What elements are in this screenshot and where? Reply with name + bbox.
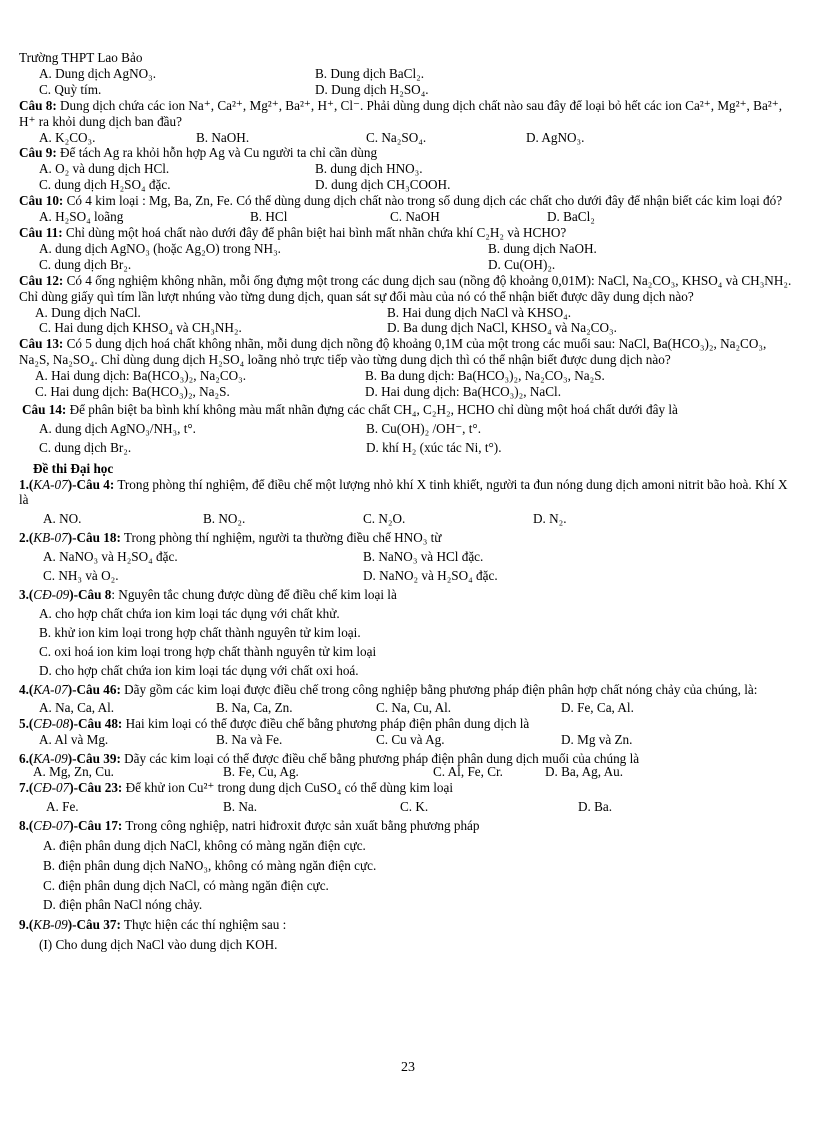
question-label: )-Câu 46: [67,681,121,697]
question-source: KB-07 [33,530,68,546]
option-d: D. Fe, Ca, Al. [561,700,634,716]
option-b: B. điện phân dung dịch NaNO₃, không có màng ngăn điện cực. [43,857,377,873]
exam-question-1 [19,477,794,509]
option-a: A. NO. [43,511,82,527]
option-c: C. điện phân dung dịch NaCl, có màng ngăn điện cực. [43,877,329,893]
question-number: 4.( [19,681,34,697]
option-c: C. K. [400,798,429,814]
option-a: A. dung dịch AgNO₃ (hoặc Ag₂O) trong NH₃. [39,240,281,256]
option-d: D. AgNO₃. [526,129,585,145]
question-number: 5.( [19,716,34,732]
option-a: A. Fe. [46,798,79,814]
option-b: B. Hai dung dịch NaCl và KHSO₄. [387,304,572,320]
question-label: Câu 14: [22,401,67,417]
option-d: D. Cu(OH)₂. [488,256,556,272]
question-number: 1.( [19,476,34,492]
exam-question-7 [19,780,794,796]
document-page [19,50,794,953]
question-text: Thực hiện các thí nghiệm sau : [123,917,287,933]
question-number: 3.( [19,587,34,602]
option-d: D. dung dịch CH₃COOH. [315,177,451,193]
question-9 [19,145,794,161]
option-d: D. Dung dịch H₂SO₄. [315,81,429,97]
question-11 [19,225,794,241]
question-label: Câu 8: [19,97,57,113]
exam-question-6-options [19,764,794,780]
option-c: C. Cu và Ag. [376,732,445,748]
question-source: CĐ-07 [33,817,70,833]
question-14 [19,402,794,418]
exam-question-7-options [19,799,794,815]
question-source: CĐ-09 [33,587,70,602]
exam-question-3 [19,587,794,603]
question-label: )-Câu 39: [67,751,121,767]
question-12 [19,273,794,305]
question-source: CĐ-08 [33,716,70,732]
question-14-options-row1 [19,421,794,437]
question-label: Câu 10: [19,193,64,209]
option-b: B. NaNO₃ và HCl đặc. [363,549,484,565]
question-text: Hai kim loại có thể được điều chế bằng phương pháp điện phân dung dịch là [125,716,530,732]
option-b: B. Cu(OH)₂ /OH⁻, t°. [366,420,482,436]
question-source: KB-09 [33,917,68,933]
question-text: Có 5 dung dịch hoá chất không nhãn, mỗi dung dịch nồng độ khoảng 0,1M của một trong các muối sau: NaCl, Ba(HCO₃)₂, Na₂CO₃, Na₂S, Na₂SO₄. Chỉ dùng dung dịch H₂SO₄ loãng nhỏ trực tiếp vào từng dung dịch thì có thể nhận biết được dung dịch nào? [19,336,767,368]
question-source: KA-07 [33,476,68,492]
option-a: A. H₂SO₄ loãng [39,209,124,225]
option-c: C. dung dịch H₂SO₄ đặc. [39,177,171,193]
exam-question-5-options [19,732,794,748]
option-c: C. oxi hoá ion kim loại trong hợp chất thành nguyên tử kim loại [39,643,377,659]
question-13-options-row1 [19,368,794,384]
option-c: C. dung dịch Br₂. [39,439,132,455]
question-label: )-Câu 18: [67,530,121,546]
option-d: D. Hai dung dịch: Ba(HCO₃)₂, NaCl. [365,384,561,400]
exam-question-4-options [19,700,794,716]
question-label: )-Câu 8 [69,587,112,602]
exam-question-2-options-row2 [19,568,794,584]
question-text: : Nguyên tắc chung được dùng để điều chế kim loại là [111,587,397,602]
question-label: )-Câu 37: [67,917,121,933]
option-c: C. dung dịch Br₂. [39,256,132,272]
question-text: Dãy các kim loại có thể được điều chế bằng phương pháp điện phân dung dịch muối của chúng là [124,751,640,767]
exam-question-5 [19,716,794,732]
question-9-options-row1 [19,161,794,177]
question-label: Câu 9: [19,145,57,161]
question-source: KA-07 [33,681,68,697]
option-c: C. N₂O. [363,511,406,527]
exam-question-4 [19,682,794,698]
option-d: D. Ba dung dịch NaCl, KHSO₄ và Na₂CO₃. [387,320,617,336]
section-title: Đề thi Đại học [33,460,114,476]
experiment-item-1: (I) Cho dung dịch NaCl vào dung dịch KOH. [39,937,278,953]
option-d: D. Ba, Ag, Au. [545,764,624,780]
question-text: Để phân biệt ba bình khí không màu mất nhãn đựng các chất CH₄, C₂H₂, HCHO chỉ dùng một hoá chất dưới đây là [69,401,678,417]
option-b: B. Na. [223,798,258,814]
exam-question-1-options [19,511,794,527]
option-b: B. NO₂. [203,511,246,527]
question-text: Có 4 ống nghiệm không nhãn, mỗi ống đựng một trong các dung dịch sau (nồng độ khoảng 0,01M): NaCl, Na₂CO₃, KHSO₄ và CH₃NH₂. Chỉ dùng giấy quì tím lần lượt nhúng vào từng dung dịch, quan sát sự đổi màu của nó có thể nhận biết được dãy dung dịch nào? [19,272,792,304]
option-c: C. Na₂SO₄. [366,129,427,145]
question-label: Câu 12: [19,272,64,288]
question-13-options-row2 [19,384,794,400]
exam-question-8 [19,818,794,834]
question-label: )-Câu 23: [69,779,123,795]
question-10-options [19,209,794,225]
question-number: 8.( [19,817,34,833]
option-c: C. NH₃ và O₂. [43,568,119,584]
exam-question-2 [19,530,794,546]
option-b: B. Na và Fe. [216,732,283,748]
school-header: Trường THPT Lao Bảo [19,50,143,65]
option-a: A. NaNO₃ và H₂SO₄ đặc. [43,549,178,565]
option-a: A. Dung dịch NaCl. [35,304,141,320]
option-d: D. NaNO₂ và H₂SO₄ đặc. [363,568,498,584]
question-8-options [19,130,794,146]
prev-question-options-row1 [19,66,794,82]
option-a: A. cho hợp chất chứa ion kim loại tác dụng với chất khử. [39,605,340,621]
option-d: D. Ba. [578,798,613,814]
question-source: KA-09 [33,751,68,767]
question-12-options-row2 [19,320,794,336]
option-b: B. NaOH. [196,129,250,145]
option-b: B. Na, Ca, Zn. [216,700,293,716]
question-label: )-Câu 17: [69,817,123,833]
question-text: Dung dịch chứa các ion Na⁺, Ca²⁺, Mg²⁺, Ba²⁺, H⁺, Cl⁻. Phải dùng dung dịch chất nào sau đây để loại bỏ hết các ion Ca²⁺, Mg²⁺, Ba²⁺, H⁺ ra khỏi dung dịch ban đầu? [19,97,783,129]
question-text: Để tách Ag ra khỏi hỗn hợp Ag và Cu người ta chỉ cần dùng [60,145,378,161]
question-text: Để khử ion Cu²⁺ trong dung dịch CuSO₄ có thể dùng kim loại [125,779,454,795]
question-text: Có 4 kim loại : Mg, Ba, Zn, Fe. Có thể dùng dung dịch chất nào trong số dung dịch các chất cho dưới đây để nhận biết các kim loại đó? [66,193,783,209]
question-text: Chỉ dùng một hoá chất nào dưới đây để phân biệt hai bình mất nhãn chứa khí C₂H₂ và HCHO? [65,224,567,240]
question-number: 2.( [19,530,34,546]
question-text: Trong công nghiệp, natri hiđroxit được sản xuất bằng phương pháp [125,817,480,833]
option-a: A. Dung dịch AgNO₃. [39,65,157,81]
prev-question-options-row2 [19,82,794,98]
question-9-options-row2 [19,177,794,193]
exam-question-2-options-row1 [19,549,794,565]
question-12-options-row1 [19,305,794,321]
option-a: A. K₂CO₃. [39,129,96,145]
option-c: C. Na, Cu, Al. [376,700,452,716]
option-d: D. BaCl₂ [547,209,595,225]
question-13 [19,336,794,368]
option-b: B. HCl [250,209,288,225]
option-b: B. Ba dung dịch: Ba(HCO₃)₂, Na₂CO₃, Na₂S. [365,368,605,384]
option-b: B. dung dịch HNO₃. [315,161,423,177]
question-11-options-row1 [19,241,794,257]
option-c: C. Al, Fe, Cr. [433,764,503,780]
option-c: C. Hai dung dịch KHSO₄ và CH₃NH₂. [39,320,242,336]
option-b: B. Fe, Cu, Ag. [223,764,299,780]
question-label: Câu 11: [19,224,63,240]
page-number: 23 [401,1060,415,1075]
option-b: B. Dung dịch BaCl₂. [315,65,424,81]
question-source: CĐ-07 [33,779,70,795]
question-8 [19,98,794,130]
option-a: A. Na, Ca, Al. [39,700,115,716]
question-text: Trong phòng thí nghiệm, để điều chế một lượng nhỏ khí X tinh khiết, người ta đun nóng dung dịch amoni nitrit bão hoà. Khí X là [19,476,788,508]
question-label: )-Câu 48: [69,716,123,732]
option-b: B. khử ion kim loại trong hợp chất thành nguyên tử kim loại. [39,624,361,640]
exam-question-9 [19,917,794,933]
option-a: A. Al và Mg. [39,732,109,748]
question-text: Dãy gồm các kim loại được điều chế trong công nghiệp bằng phương pháp điện phân hợp chất nóng chảy của chúng, là: [124,681,758,697]
question-14-options-row2 [19,440,794,456]
option-a: A. O₂ và dung dịch HCl. [39,161,170,177]
option-b: B. dung dịch NaOH. [488,240,597,256]
question-10 [19,193,794,209]
question-11-options-row2 [19,257,794,273]
question-number: 7.( [19,779,34,795]
question-number: 9.( [19,917,34,933]
option-d: D. cho hợp chất chứa ion kim loại tác dụng với chất oxi hoá. [39,662,359,678]
question-number: 6.( [19,751,34,767]
option-d: D. điện phân NaCl nóng chảy. [43,897,203,913]
option-d: D. Mg và Zn. [561,732,633,748]
question-label: )-Câu 4: [67,476,115,492]
option-a: A. dung dịch AgNO₃/NH₃, t°. [39,420,196,436]
option-a: A. Hai dung dịch: Ba(HCO₃)₂, Na₂CO₃. [35,368,247,384]
option-d: D. N₂. [533,511,567,527]
option-d: D. khí H₂ (xúc tác Ni, t°). [366,439,502,455]
option-a: A. Mg, Zn, Cu. [33,764,114,780]
option-c: C. NaOH [390,209,440,225]
option-a: A. điện phân dung dịch NaCl, không có màng ngăn điện cực. [43,837,366,853]
question-label: Câu 13: [19,336,64,352]
question-text: Trong phòng thí nghiệm, người ta thường điều chế HNO₃ từ [123,530,442,546]
option-c: C. Hai dung dịch: Ba(HCO₃)₂, Na₂S. [35,384,230,400]
option-c: C. Quỳ tím. [39,81,102,97]
